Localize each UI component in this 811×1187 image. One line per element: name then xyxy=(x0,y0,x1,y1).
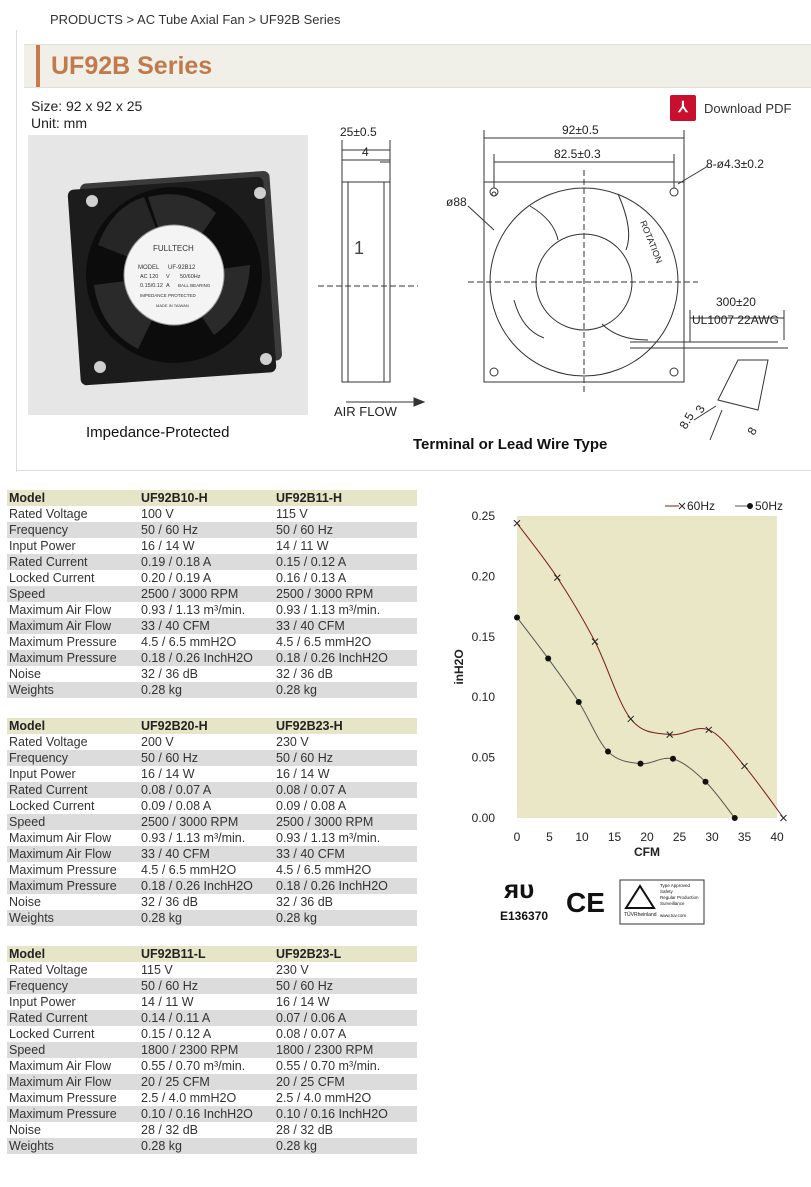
spec-value: 2500 / 3000 RPM xyxy=(274,586,417,602)
table-row xyxy=(7,682,417,698)
spec-value: 0.19 / 0.18 A xyxy=(139,554,274,570)
spec-value: 50 / 60 Hz xyxy=(274,522,417,538)
spec-value: 20 / 25 CFM xyxy=(139,1074,274,1090)
spec-label: Rated Voltage xyxy=(7,506,139,522)
spec-value: 4.5 / 6.5 mmH2O xyxy=(274,862,417,878)
table-row xyxy=(7,798,417,814)
spec-label: Maximum Pressure xyxy=(7,1090,139,1106)
spec-value: 16 / 14 W xyxy=(274,994,417,1010)
spec-value: 33 / 40 CFM xyxy=(139,618,274,634)
spec-value: 28 / 32 dB xyxy=(139,1122,274,1138)
fan-label-volt-unit: V xyxy=(166,274,170,280)
spec-value: 115 V xyxy=(139,962,274,978)
spec-label: Model xyxy=(7,946,139,962)
spec-value: 0.18 / 0.26 InchH2O xyxy=(274,650,417,666)
x-tick-label: 20 xyxy=(640,830,654,844)
spec-label: Rated Current xyxy=(7,554,139,570)
spec-label: Model xyxy=(7,490,139,506)
spec-value: UF92B23-H xyxy=(274,718,417,734)
unit-text: Unit: mm xyxy=(31,115,87,131)
side-view-body xyxy=(342,182,390,382)
table-row xyxy=(7,634,417,650)
table-header-row xyxy=(7,718,417,734)
spec-value: 32 / 36 dB xyxy=(274,666,417,682)
spec-label: Locked Current xyxy=(7,1026,139,1042)
spec-table-2 xyxy=(7,718,417,926)
spec-value: 1800 / 2300 RPM xyxy=(139,1042,274,1058)
spec-value: 0.09 / 0.08 A xyxy=(139,798,274,814)
spec-label: Input Power xyxy=(7,538,139,554)
spec-value: 4.5 / 6.5 mmH2O xyxy=(139,862,274,878)
dim-term-c: 8 xyxy=(744,424,760,438)
spec-label: Frequency xyxy=(7,750,139,766)
spec-label: Locked Current xyxy=(7,798,139,814)
table-row xyxy=(7,1106,417,1122)
spec-label: Noise xyxy=(7,666,139,682)
spec-label: Maximum Air Flow xyxy=(7,602,139,618)
spec-label: Noise xyxy=(7,894,139,910)
table-row xyxy=(7,814,417,830)
spec-value: 16 / 14 W xyxy=(274,766,417,782)
data-point xyxy=(576,699,582,705)
data-point xyxy=(732,815,738,821)
tuv-ref: www.tuv.com xyxy=(660,913,687,918)
y-tick-label: 0.20 xyxy=(471,569,495,584)
table-row xyxy=(7,538,417,554)
tuv-line: Safety xyxy=(660,889,673,894)
table-row xyxy=(7,910,417,926)
spec-value: 0.14 / 0.11 A xyxy=(139,1010,274,1026)
spec-value: 0.28 kg xyxy=(139,1138,274,1154)
spec-value: 0.09 / 0.08 A xyxy=(274,798,417,814)
spec-label: Input Power xyxy=(7,994,139,1010)
dim-diameter: ø88 xyxy=(446,195,467,209)
vertical-divider xyxy=(16,30,17,472)
spec-label: Maximum Pressure xyxy=(7,650,139,666)
spec-value: UF92B11-L xyxy=(139,946,274,962)
spec-value: 0.08 / 0.07 A xyxy=(139,782,274,798)
spec-table-3 xyxy=(7,946,417,1154)
spec-value: 50 / 60 Hz xyxy=(274,978,417,994)
spec-value: 115 V xyxy=(274,506,417,522)
table-header-row xyxy=(7,490,417,506)
spec-value: 200 V xyxy=(139,734,274,750)
data-point xyxy=(638,761,644,767)
table-row xyxy=(7,1026,417,1042)
spec-value: 0.93 / 1.13 m³/min. xyxy=(274,602,417,618)
spec-value: 28 / 32 dB xyxy=(274,1122,417,1138)
rotation-label: ROTATION xyxy=(638,219,665,265)
spec-value: 0.93 / 1.13 m³/min. xyxy=(139,830,274,846)
x-tick-label: 5 xyxy=(546,830,553,844)
page-title: UF92B Series xyxy=(51,52,213,80)
drawing-caption: Terminal or Lead Wire Type xyxy=(413,436,608,453)
table-row xyxy=(7,1042,417,1058)
spec-label: Maximum Air Flow xyxy=(7,846,139,862)
table-row xyxy=(7,962,417,978)
table-row xyxy=(7,894,417,910)
dim-hole-span: 82.5±0.3 xyxy=(554,147,601,161)
mount-hole xyxy=(254,187,266,199)
spec-value: 0.55 / 0.70 m³/min. xyxy=(139,1058,274,1074)
table-row xyxy=(7,666,417,682)
spec-label: Input Power xyxy=(7,766,139,782)
spec-value: 16 / 14 W xyxy=(139,538,274,554)
spec-value: 2.5 / 4.0 mmH2O xyxy=(139,1090,274,1106)
spec-value: 230 V xyxy=(274,962,417,978)
dim-lead-length: 300±20 xyxy=(716,295,756,309)
spec-label: Model xyxy=(7,718,139,734)
dim-depth-small: 4 xyxy=(362,145,369,159)
table-row xyxy=(7,750,417,766)
x-tick-label: 30 xyxy=(705,830,719,844)
legend-label: 50Hz xyxy=(755,499,784,513)
table-row xyxy=(7,782,417,798)
spec-value: 2500 / 3000 RPM xyxy=(274,814,417,830)
spec-label: Maximum Pressure xyxy=(7,862,139,878)
table-row xyxy=(7,586,417,602)
spec-value: 33 / 40 CFM xyxy=(139,846,274,862)
technical-drawing xyxy=(318,110,808,470)
x-tick-label: 25 xyxy=(672,830,687,844)
pq-curve-chart xyxy=(452,490,811,865)
table-row xyxy=(7,830,417,846)
spec-label: Rated Current xyxy=(7,782,139,798)
tuv-line: Type Approved xyxy=(660,883,691,888)
mount-hole xyxy=(86,195,98,207)
fan-label-amp: 0.15/0.12 xyxy=(140,283,163,289)
table-row xyxy=(7,978,417,994)
spec-label: Rated Voltage xyxy=(7,734,139,750)
table-row xyxy=(7,618,417,634)
legend-label: 60Hz xyxy=(687,499,716,513)
tuv-line: Regular Production xyxy=(660,895,699,900)
spec-label: Noise xyxy=(7,1122,139,1138)
spec-label: Locked Current xyxy=(7,570,139,586)
spec-value: 32 / 36 dB xyxy=(139,666,274,682)
fan-label-volt: AC 120 xyxy=(140,274,159,280)
spec-label: Speed xyxy=(7,814,139,830)
fan-label-brand: FULLTECH xyxy=(153,244,194,253)
table-row xyxy=(7,650,417,666)
spec-value: UF92B23-L xyxy=(274,946,417,962)
dim-width: 92±0.5 xyxy=(562,123,599,137)
spec-value: 0.28 kg xyxy=(139,682,274,698)
spec-label: Rated Voltage xyxy=(7,962,139,978)
size-text: Size: 92 x 92 x 25 xyxy=(31,98,143,114)
spec-label: Maximum Air Flow xyxy=(7,1074,139,1090)
spec-value: 33 / 40 CFM xyxy=(274,618,417,634)
table-row xyxy=(7,554,417,570)
table-row xyxy=(7,862,417,878)
data-point xyxy=(670,756,676,762)
tuv-name: TÜVRheinland xyxy=(624,912,657,918)
spec-value: 4.5 / 6.5 mmH2O xyxy=(274,634,417,650)
spec-value: 0.28 kg xyxy=(274,682,417,698)
fan-label-made: MADE IN TAIWAN xyxy=(156,303,189,308)
y-tick-label: 0.15 xyxy=(471,629,495,644)
title-accent xyxy=(36,45,40,87)
spec-value: UF92B11-H xyxy=(274,490,417,506)
table-header-row xyxy=(7,946,417,962)
x-tick-label: 35 xyxy=(737,830,752,844)
dim-depth: 25±0.5 xyxy=(340,125,377,139)
spec-value: 0.20 / 0.19 A xyxy=(139,570,274,586)
spec-value: 1800 / 2300 RPM xyxy=(274,1042,417,1058)
spec-value: 0.18 / 0.26 InchH2O xyxy=(139,650,274,666)
table-row xyxy=(7,522,417,538)
spec-value: 230 V xyxy=(274,734,417,750)
data-point xyxy=(514,614,520,620)
table-row xyxy=(7,1010,417,1026)
spec-label: Maximum Pressure xyxy=(7,878,139,894)
data-point xyxy=(545,656,551,662)
table-row xyxy=(7,1074,417,1090)
certification-logos xyxy=(500,872,720,928)
spec-value: 2.5 / 4.0 mmH2O xyxy=(274,1090,417,1106)
spec-value: 2500 / 3000 RPM xyxy=(139,586,274,602)
table-row xyxy=(7,570,417,586)
spec-value: 50 / 60 Hz xyxy=(139,978,274,994)
dim-term-b: 3 xyxy=(692,402,708,416)
download-pdf-label: Download PDF xyxy=(704,100,792,116)
x-tick-label: 10 xyxy=(575,830,589,844)
spec-value: 0.28 kg xyxy=(139,910,274,926)
x-tick-label: 0 xyxy=(513,830,521,844)
spec-label: Speed xyxy=(7,1042,139,1058)
spec-value: 0.08 / 0.07 A xyxy=(274,782,417,798)
spec-value: 50 / 60 Hz xyxy=(139,522,274,538)
dim-term-a: 8.5 xyxy=(676,410,697,432)
data-point xyxy=(781,815,787,821)
spec-value: 4.5 / 6.5 mmH2O xyxy=(139,634,274,650)
photo-caption: Impedance-Protected xyxy=(86,424,230,441)
mount-hole xyxy=(94,361,106,373)
spec-table-1 xyxy=(7,490,417,698)
table-row xyxy=(7,506,417,522)
spec-value: 0.28 kg xyxy=(274,1138,417,1154)
table-row xyxy=(7,602,417,618)
spec-label: Maximum Air Flow xyxy=(7,1058,139,1074)
table-row xyxy=(7,1122,417,1138)
legend-marker xyxy=(679,503,685,509)
spec-value: 32 / 36 dB xyxy=(274,894,417,910)
plot-area xyxy=(517,516,777,818)
y-tick-label: 0.10 xyxy=(471,690,495,705)
table-row xyxy=(7,994,417,1010)
horizontal-divider xyxy=(16,470,811,471)
tuv-line: Surveillance xyxy=(660,901,685,906)
spec-label: Maximum Pressure xyxy=(7,634,139,650)
table-row xyxy=(7,1090,417,1106)
dim-holes: 8-ø4.3±0.2 xyxy=(706,157,764,171)
spec-value: 0.55 / 0.70 m³/min. xyxy=(274,1058,417,1074)
spec-value: 33 / 40 CFM xyxy=(274,846,417,862)
x-tick-label: 15 xyxy=(607,830,622,844)
spec-label: Weights xyxy=(7,1138,139,1154)
table-row xyxy=(7,846,417,862)
spec-label: Weights xyxy=(7,682,139,698)
spec-label: Frequency xyxy=(7,522,139,538)
table-row xyxy=(7,734,417,750)
spec-label: Maximum Pressure xyxy=(7,1106,139,1122)
spec-value: 0.15 / 0.12 A xyxy=(274,554,417,570)
data-point xyxy=(605,749,611,755)
breadcrumb[interactable]: PRODUCTS > AC Tube Axial Fan > UF92B Series xyxy=(50,12,341,27)
fan-label-freq: 50/60Hz xyxy=(180,274,201,280)
table-row xyxy=(7,878,417,894)
spec-value: 2500 / 3000 RPM xyxy=(139,814,274,830)
ul-number: E136370 xyxy=(500,909,549,923)
spec-label: Frequency xyxy=(7,978,139,994)
y-tick-label: 0.25 xyxy=(471,509,495,523)
spec-label: Rated Current xyxy=(7,1010,139,1026)
ce-mark: CE xyxy=(566,887,605,918)
side-mark: 1 xyxy=(354,238,365,258)
spec-value: 0.10 / 0.16 InchH2O xyxy=(274,1106,417,1122)
y-axis-label: inH2O xyxy=(452,649,466,685)
table-row xyxy=(7,766,417,782)
table-row xyxy=(7,1058,417,1074)
spec-value: 0.16 / 0.13 A xyxy=(274,570,417,586)
spec-value: 14 / 11 W xyxy=(139,994,274,1010)
fan-label-model-key: MODEL xyxy=(138,265,160,271)
spec-value: 0.08 / 0.07 A xyxy=(274,1026,417,1042)
fan-hub xyxy=(124,225,224,325)
spec-value: 100 V xyxy=(139,506,274,522)
spec-value: 0.10 / 0.16 InchH2O xyxy=(139,1106,274,1122)
fan-label-model: UF-92B12 xyxy=(168,265,196,271)
ul-logo-icon: ᴙᴜ xyxy=(504,874,535,904)
spec-label: Speed xyxy=(7,586,139,602)
spec-value: 0.93 / 1.13 m³/min. xyxy=(139,602,274,618)
spec-value: 0.93 / 1.13 m³/min. xyxy=(274,830,417,846)
lead-type: UL1007 22AWG xyxy=(692,313,779,327)
title-bar xyxy=(24,44,811,88)
spec-value: UF92B20-H xyxy=(139,718,274,734)
spec-value: 50 / 60 Hz xyxy=(139,750,274,766)
spec-value: 20 / 25 CFM xyxy=(274,1074,417,1090)
spec-label: Maximum Air Flow xyxy=(7,618,139,634)
spec-value: 0.15 / 0.12 A xyxy=(139,1026,274,1042)
spec-value: 16 / 14 W xyxy=(139,766,274,782)
fan-photo xyxy=(28,135,308,415)
fan-label-protection: IMPEDANCE PROTECTED xyxy=(140,293,196,298)
spec-label: Maximum Air Flow xyxy=(7,830,139,846)
spec-value: 32 / 36 dB xyxy=(139,894,274,910)
mount-hole xyxy=(260,353,272,365)
y-tick-label: 0.00 xyxy=(471,811,495,825)
airflow-label: AIR FLOW xyxy=(334,404,397,419)
x-tick-label: 40 xyxy=(770,830,784,844)
spec-value: 0.07 / 0.06 A xyxy=(274,1010,417,1026)
spec-value: UF92B10-H xyxy=(139,490,274,506)
spec-value: 0.18 / 0.26 InchH2O xyxy=(274,878,417,894)
spec-label: Weights xyxy=(7,910,139,926)
legend-marker xyxy=(747,503,753,509)
data-point xyxy=(703,779,709,785)
y-tick-label: 0.05 xyxy=(471,750,495,765)
table-row xyxy=(7,1138,417,1154)
terminal-connector xyxy=(718,360,768,410)
fan-label-amp-unit: A xyxy=(166,283,170,289)
spec-value: 14 / 11 W xyxy=(274,538,417,554)
spec-value: 0.28 kg xyxy=(274,910,417,926)
spec-value: 50 / 60 Hz xyxy=(274,750,417,766)
x-axis-label: CFM xyxy=(634,845,660,859)
spec-value: 0.18 / 0.26 InchH2O xyxy=(139,878,274,894)
fan-label-bearing: BALL BEARING xyxy=(178,283,211,288)
pdf-icon: ⅄ xyxy=(670,95,696,121)
